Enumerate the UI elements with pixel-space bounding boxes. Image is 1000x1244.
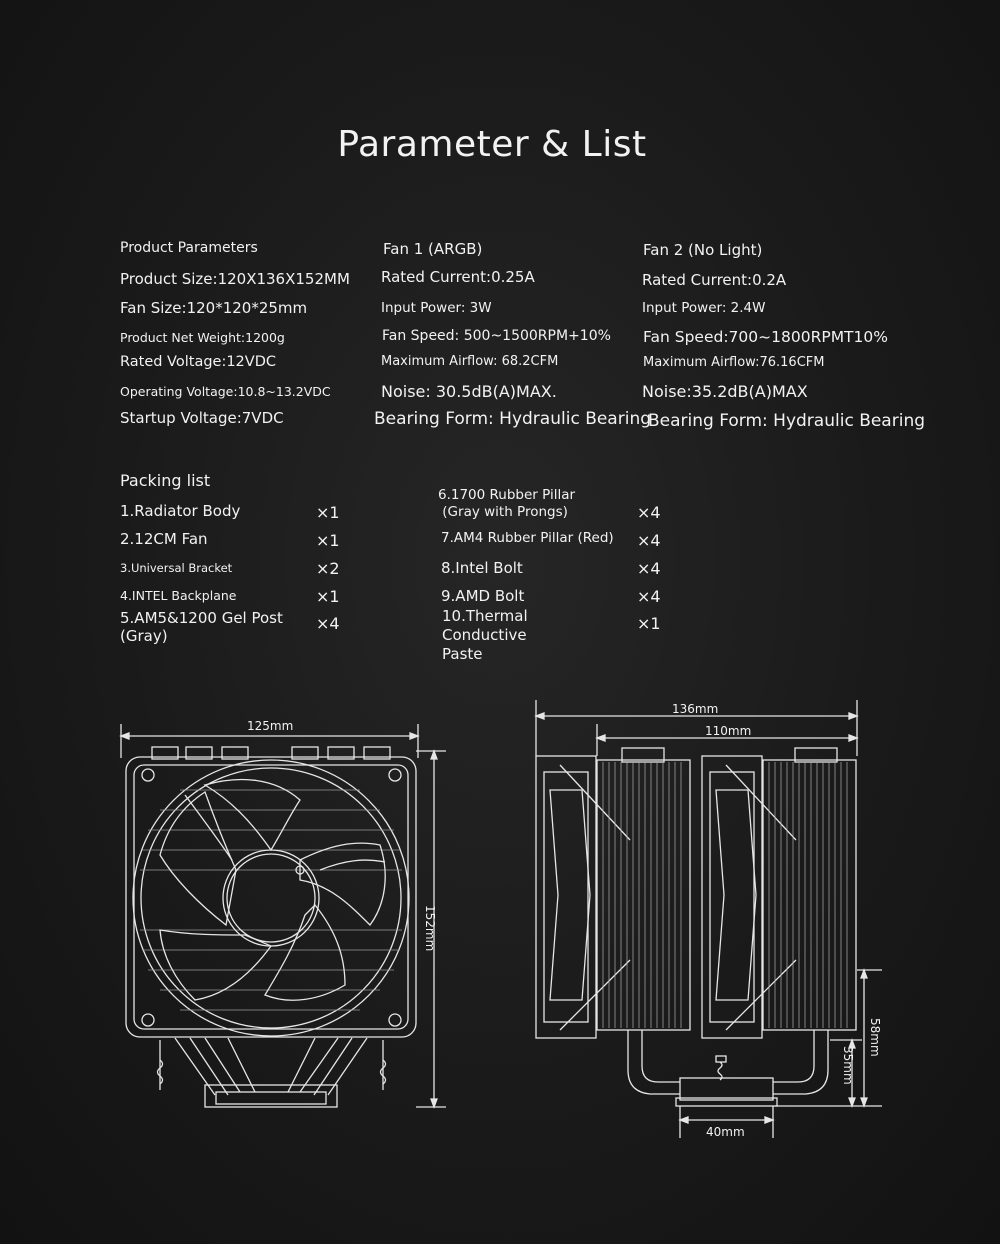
packing-qty-5: ×4 <box>316 614 340 633</box>
packing-qty-9: ×4 <box>637 587 661 606</box>
fin-lines-2 <box>769 762 847 1028</box>
dim-heatpipe-height: 35mm <box>841 1046 855 1085</box>
packing-qty-8: ×4 <box>637 559 661 578</box>
fan2-heading: Fan 2 (No Light) <box>643 241 763 259</box>
product-params-heading: Product Parameters <box>120 240 258 256</box>
side-fan-front <box>536 756 630 1038</box>
fan1-current: Rated Current:0.25A <box>381 268 535 286</box>
fan2-airflow: Maximum Airflow:76.16CFM <box>643 355 825 370</box>
packing-qty-6: ×4 <box>637 503 661 522</box>
packing-qty-2: ×1 <box>316 531 340 550</box>
packing-item-10-line2: Conductive <box>442 626 527 644</box>
operating-voltage: Operating Voltage:10.8~13.2VDC <box>120 384 331 399</box>
packing-heading: Packing list <box>120 471 211 490</box>
fan1-bearing: Bearing Form: Hydraulic Bearing <box>374 409 652 429</box>
packing-item-10-line3: Paste <box>442 645 483 663</box>
packing-qty-7: ×4 <box>637 531 661 550</box>
fan1-power: Input Power: 3W <box>381 300 492 316</box>
side-fin-stack-2 <box>763 748 856 1030</box>
dim-side-height: 58mm <box>868 1018 882 1057</box>
packing-item-4: 4.INTEL Backplane <box>120 588 237 603</box>
fan2-current: Rated Current:0.2A <box>642 271 787 289</box>
product-size: Product Size:120X136X152MM <box>120 270 350 288</box>
packing-item-1: 1.Radiator Body <box>120 502 241 520</box>
fan1-speed: Fan Speed: 500~1500RPM+10% <box>382 328 611 344</box>
dim-base-width: 40mm <box>706 1125 745 1139</box>
packing-item-7: 7.AM4 Rubber Pillar (Red) <box>441 530 614 546</box>
fan1-noise: Noise: 30.5dB(A)MAX. <box>381 382 557 401</box>
packing-item-3: 3.Universal Bracket <box>120 561 233 575</box>
fan2-bearing: Bearing Form: Hydraulic Bearing <box>648 411 926 431</box>
packing-item-5-line2: (Gray) <box>120 627 168 645</box>
product-weight: Product Net Weight:1200g <box>120 330 285 345</box>
packing-qty-4: ×1 <box>316 587 340 606</box>
dim-fin-width: 110mm <box>705 724 752 738</box>
packing-item-5-line1: 5.AM5&1200 Gel Post <box>120 609 283 627</box>
dim-front-width: 125mm <box>247 719 294 733</box>
side-heatpipes-base <box>628 1030 828 1106</box>
fan1-airflow: Maximum Airflow: 68.2CFM <box>381 354 559 369</box>
side-fin-stack-1 <box>597 748 690 1030</box>
dim-front-height: 152mm <box>423 905 437 952</box>
packing-item-10-line1: 10.Thermal <box>442 607 528 625</box>
side-fan-middle <box>702 756 796 1038</box>
fan2-noise: Noise:35.2dB(A)MAX <box>642 382 808 401</box>
fan2-power: Input Power: 2.4W <box>642 300 766 316</box>
startup-voltage: Startup Voltage:7VDC <box>120 409 284 427</box>
fan-size: Fan Size:120*120*25mm <box>120 299 308 317</box>
packing-item-6-line1: 6.1700 Rubber Pillar <box>438 487 576 503</box>
packing-item-8: 8.Intel Bolt <box>441 559 523 577</box>
packing-qty-10: ×1 <box>637 614 661 633</box>
packing-qty-1: ×1 <box>316 503 340 522</box>
packing-item-2: 2.12CM Fan <box>120 530 208 548</box>
packing-qty-3: ×2 <box>316 559 340 578</box>
rated-voltage: Rated Voltage:12VDC <box>120 354 276 370</box>
packing-item-6-line2: (Gray with Prongs) <box>438 504 568 520</box>
packing-item-9: 9.AMD Bolt <box>441 587 525 605</box>
fin-lines-1 <box>603 762 681 1028</box>
fan1-heading: Fan 1 (ARGB) <box>383 240 483 258</box>
fan2-speed: Fan Speed:700~1800RPMT10% <box>643 328 888 346</box>
dim-side-width: 136mm <box>672 702 719 716</box>
page-title: Parameter & List <box>337 124 647 165</box>
